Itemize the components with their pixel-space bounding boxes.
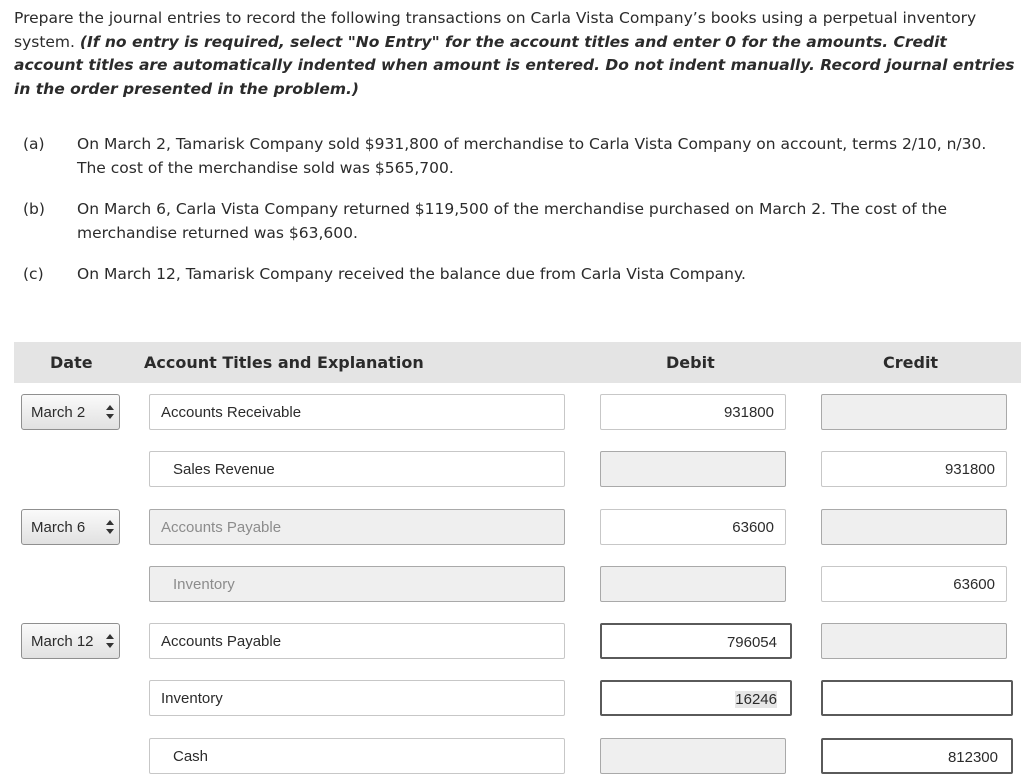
account-value: Accounts Payable — [161, 519, 282, 536]
up-down-arrows-icon — [105, 632, 115, 650]
credit-field[interactable] — [821, 738, 1013, 774]
debit-field[interactable] — [600, 566, 786, 602]
account-value: Cash — [173, 748, 209, 765]
debit-field[interactable] — [600, 680, 792, 716]
header-date: Date — [50, 353, 93, 372]
credit-field[interactable] — [821, 623, 1007, 659]
date-select-value: March 2 — [31, 404, 86, 421]
date-select-value: March 12 — [31, 633, 94, 650]
item-letter: (b) — [23, 200, 45, 218]
account-value: Accounts Receivable — [161, 404, 302, 421]
debit-field[interactable] — [600, 394, 786, 430]
account-value: Accounts Payable — [161, 633, 282, 650]
instructions-text: Prepare the journal entries to record the following transactions on Carla Vista Company’s books using a perpetual inventory system. — [14, 9, 977, 51]
account-value: Sales Revenue — [173, 461, 275, 478]
debit-field[interactable] — [600, 509, 786, 545]
credit-field[interactable] — [821, 566, 1007, 602]
date-select-value: March 6 — [31, 519, 86, 536]
account-field[interactable] — [149, 566, 565, 602]
credit-value: 812300 — [947, 749, 998, 766]
item-letter: (a) — [23, 135, 45, 153]
date-select-march-12[interactable] — [21, 623, 120, 659]
header-account: Account Titles and Explanation — [144, 353, 424, 372]
account-field[interactable] — [149, 509, 565, 545]
date-select-march-6[interactable] — [21, 509, 120, 545]
item-text: On March 6, Carla Vista Company returned $119,500 of the merchandise purchased on March 2. The cost of the merchandise returned was $63,600. — [77, 200, 948, 242]
credit-value: 931800 — [944, 461, 995, 478]
account-field[interactable] — [149, 738, 565, 774]
debit-value: 16246 — [735, 691, 777, 708]
instructions — [14, 7, 1018, 101]
header-credit: Credit — [883, 353, 939, 372]
account-value: Inventory — [161, 690, 223, 707]
journal-table-header — [14, 342, 1021, 383]
up-down-arrows-icon — [105, 518, 115, 536]
instructions-note: (If no entry is required, select "No Entry" for the account titles and enter 0 for the amounts. Credit account titles are automatically indented when amount is entered. Do not indent manually. Record journal entries in the order presented in the problem.) — [14, 32, 1015, 98]
credit-field[interactable] — [821, 680, 1013, 716]
debit-value: 796054 — [726, 634, 777, 651]
date-select-march-2[interactable] — [21, 394, 120, 430]
debit-field[interactable] — [600, 451, 786, 487]
account-value: Inventory — [173, 576, 235, 593]
account-field[interactable] — [149, 394, 565, 430]
debit-value: 931800 — [723, 404, 774, 421]
account-field[interactable] — [149, 680, 565, 716]
account-field[interactable] — [149, 451, 565, 487]
debit-value: 63600 — [732, 519, 774, 536]
up-down-arrows-icon — [105, 403, 115, 421]
item-text: On March 2, Tamarisk Company sold $931,800 of merchandise to Carla Vista Company on account, terms 2/10, n/30. The cost of the merchandise sold was $565,700. — [77, 135, 987, 177]
header-debit: Debit — [666, 353, 715, 372]
account-field[interactable] — [149, 623, 565, 659]
debit-field[interactable] — [600, 623, 792, 659]
credit-field[interactable] — [821, 394, 1007, 430]
item-text: On March 12, Tamarisk Company received the balance due from Carla Vista Company. — [77, 265, 746, 283]
credit-field[interactable] — [821, 451, 1007, 487]
debit-field[interactable] — [600, 738, 786, 774]
credit-field[interactable] — [821, 509, 1007, 545]
credit-value: 63600 — [953, 576, 995, 593]
item-letter: (c) — [23, 265, 44, 283]
